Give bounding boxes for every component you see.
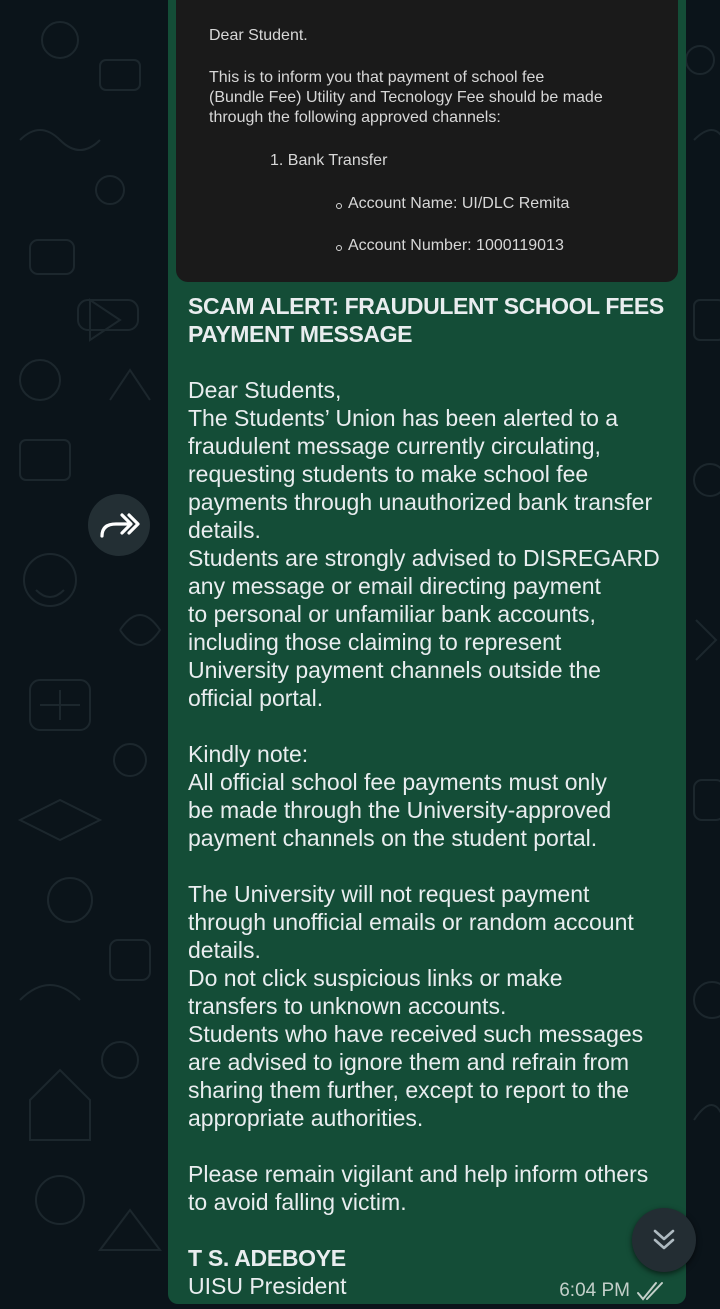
message-time: 6:04 PM xyxy=(559,1280,630,1301)
message-meta xyxy=(559,1280,668,1302)
forwarded-image[interactable] xyxy=(176,0,678,282)
double-check-icon xyxy=(636,1281,668,1301)
signature-title: UISU President xyxy=(188,1273,347,1299)
bullet-icon xyxy=(336,203,342,209)
message-paragraph-warning: The University will not request payment through unofficial emails or random account details. Do not click suspicious links or make transfers to unknown accounts. Students who have received such messages are advised to ignore them and refrain from sharing them further, except to report to the appropriate authorities. xyxy=(188,881,644,1131)
message-title: SCAM ALERT: FRAUDULENT SCHOOL FEES PAYMENT MESSAGE xyxy=(188,293,664,347)
message-paragraph-note: Kindly note: All official school fee payments must only be made through the University-approved payment channels on the student portal. xyxy=(188,741,612,851)
forward-button[interactable] xyxy=(88,494,150,556)
message-bubble[interactable] xyxy=(168,0,686,1304)
image-list-item: 1. Bank Transfer xyxy=(270,152,388,169)
message-paragraph-closing: Please remain vigilant and help inform others to avoid falling victim. xyxy=(188,1161,649,1215)
message-paragraph-intro: Dear Students, The Students’ Union has been alerted to a fraudulent message currently circulating, requesting students to make school fee payments through unauthorized bank transfer details. Students are strongly advised to DISREGARD any message or email directing payment to personal or unfamiliar bank accounts, including those claiming to represent University payment channels outside the official portal. xyxy=(188,377,660,711)
double-chevron-down-icon xyxy=(650,1226,678,1254)
forward-icon xyxy=(98,510,140,540)
signature-name: T S. ADEBOYE xyxy=(188,1245,346,1271)
image-account-number: Account Number: 1000119013 xyxy=(348,237,564,254)
message-text xyxy=(188,292,678,1300)
scroll-to-bottom-button[interactable] xyxy=(632,1208,696,1272)
image-greeting: Dear Student. xyxy=(209,27,308,44)
bullet-icon xyxy=(336,245,342,251)
image-paragraph: This is to inform you that payment of school fee (Bundle Fee) Utility and Tecnology Fee should be made through the following approved channels: xyxy=(209,69,603,126)
image-account-name: Account Name: UI/DLC Remita xyxy=(348,195,570,212)
